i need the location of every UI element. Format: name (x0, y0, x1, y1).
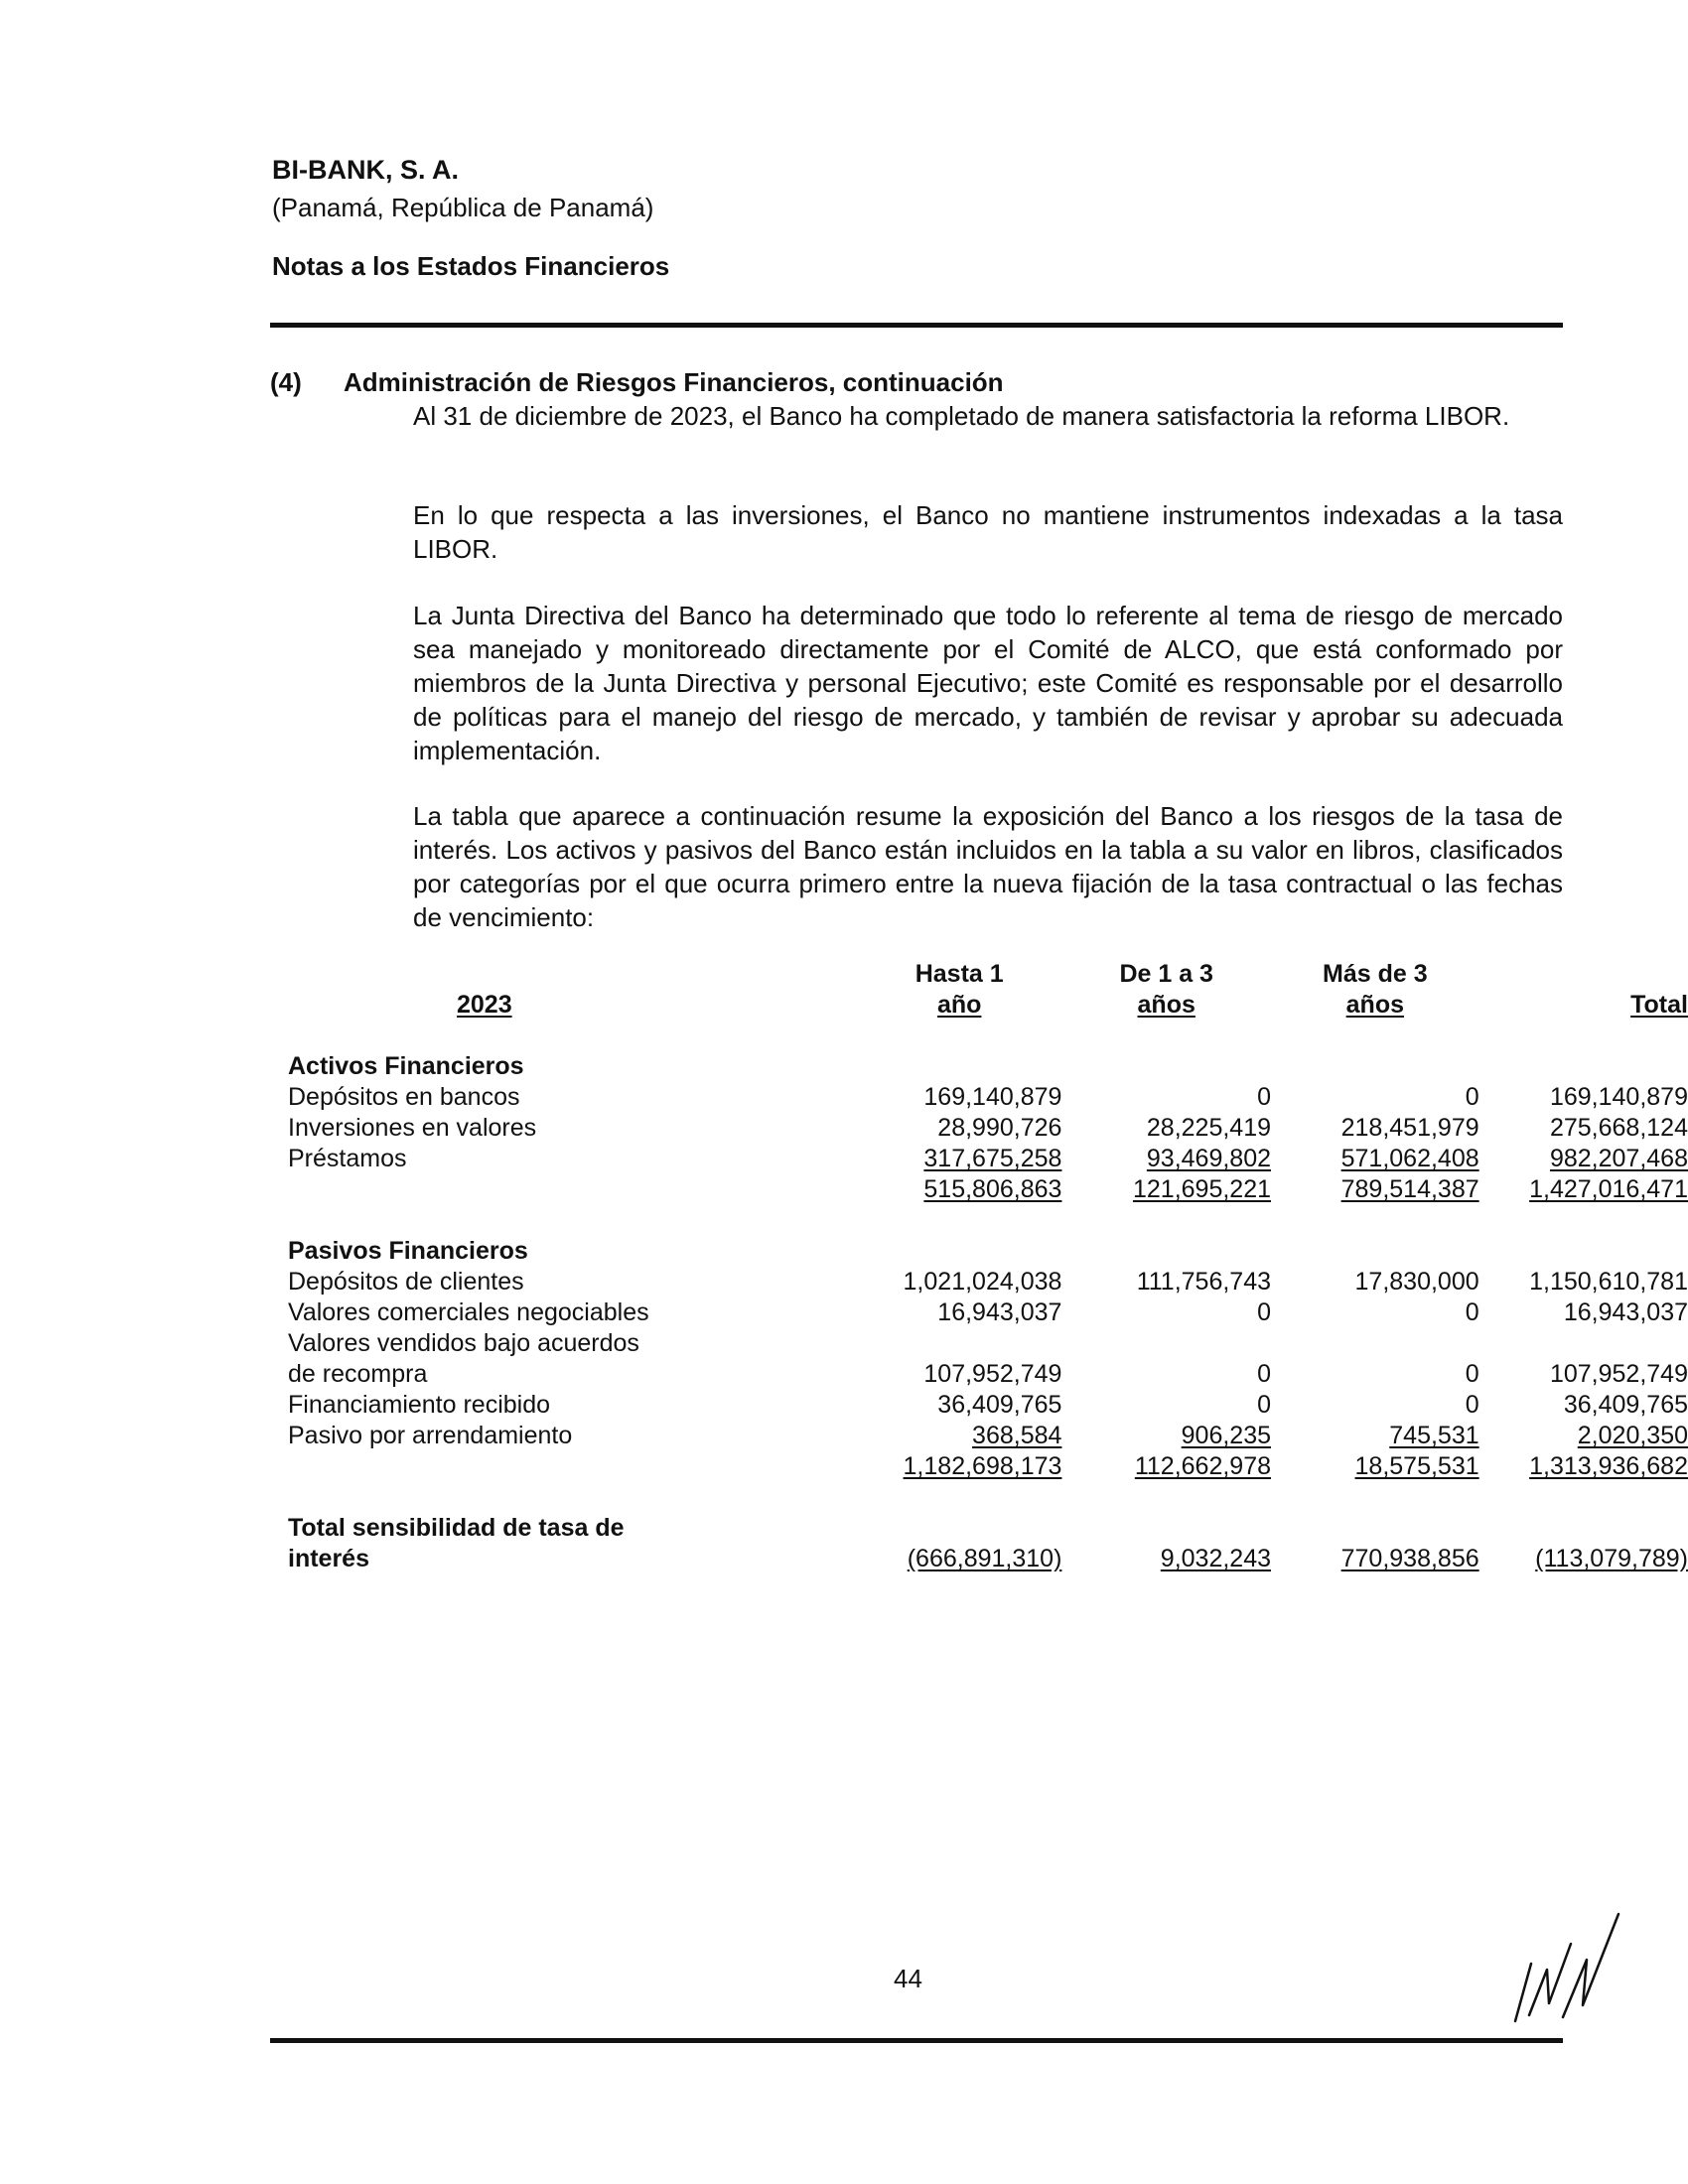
cell-value: 317,675,258 (923, 1145, 1062, 1172)
column-header-total: Total (1630, 991, 1688, 1019)
section-title: Administración de Riesgos Financieros, continuación (344, 367, 1004, 397)
liabilities-heading: Pasivos Financieros (288, 1237, 528, 1265)
cell-value: 2,020,350 (1577, 1422, 1688, 1449)
table-row (288, 1082, 1688, 1113)
sensitivity-label-continued: interés (288, 1545, 369, 1572)
cell-value: 770,938,856 (1340, 1545, 1479, 1572)
cell-value: 0 (1257, 1391, 1272, 1419)
cell-value: 0 (1257, 1083, 1272, 1111)
row-label: Financiamiento recibido (288, 1391, 551, 1419)
interest-rate-sensitivity-table (288, 959, 1688, 1574)
cell-value: 789,514,387 (1340, 1175, 1479, 1203)
table-row (288, 1390, 1688, 1421)
table-row (288, 1267, 1688, 1297)
column-header: años (1137, 991, 1196, 1019)
cell-value: 18,575,531 (1354, 1452, 1479, 1480)
cell-value: 0 (1465, 1360, 1479, 1388)
cell-value: 1,313,936,682 (1529, 1452, 1688, 1480)
cell-value: 1,427,016,471 (1529, 1175, 1688, 1203)
cell-value: (113,079,789) (1535, 1545, 1688, 1572)
table-header-row-2 (288, 990, 1688, 1021)
sensitivity-label-row (288, 1513, 1688, 1544)
section-number: (4) (270, 367, 302, 397)
row-label: Inversiones en valores (288, 1114, 537, 1142)
cell-value: 9,032,243 (1160, 1545, 1272, 1572)
table-row (288, 1113, 1688, 1144)
cell-value: 906,235 (1181, 1422, 1272, 1449)
footer-rule (270, 2038, 1563, 2043)
cell-value: 107,952,749 (1549, 1360, 1688, 1388)
cell-value: 111,756,743 (1136, 1268, 1272, 1296)
section-heading (270, 365, 1004, 399)
cell-value: 571,062,408 (1340, 1145, 1479, 1172)
cell-value: 982,207,468 (1549, 1145, 1688, 1172)
cell-value: 218,451,979 (1340, 1114, 1479, 1142)
table-header-row-1 (288, 959, 1688, 990)
table-row (288, 1144, 1688, 1174)
page-number: 44 (894, 1964, 922, 1993)
row-label: Préstamos (288, 1145, 407, 1172)
row-label: Depósitos en bancos (288, 1083, 520, 1111)
cell-value: (666,891,310) (907, 1545, 1062, 1572)
section-row (288, 1051, 1688, 1082)
cell-value: 28,990,726 (937, 1114, 1062, 1142)
cell-value: 107,952,749 (923, 1360, 1062, 1388)
subtotal-row (288, 1174, 1688, 1205)
paragraph-libor-reform: Al 31 de diciembre de 2023, el Banco ha completado de manera satisfactoria la reforma LIBOR. (413, 401, 1510, 431)
document-header (272, 151, 669, 284)
row-label: de recompra (288, 1360, 428, 1388)
column-header: Más de 3 (1323, 960, 1428, 988)
cell-value: 112,662,978 (1134, 1452, 1272, 1480)
cell-value: 1,021,024,038 (903, 1268, 1062, 1296)
row-label: Pasivo por arrendamiento (288, 1422, 573, 1449)
company-location: (Panamá, República de Panamá) (272, 193, 654, 222)
cell-value: 16,943,037 (1563, 1298, 1688, 1326)
column-header: Hasta 1 (914, 960, 1004, 988)
cell-value: 36,409,765 (1563, 1391, 1688, 1419)
cell-value: 169,140,879 (1549, 1083, 1688, 1111)
subtotal-row (288, 1451, 1688, 1482)
paragraph-table-intro: La tabla que aparece a continuación resume la exposición del Banco a los riesgos de la tasa de interés. Los activos y pasivos del Banco están incluidos en la tabla a su valor en libros, clasificados por categorías por el que ocurra primero entre la nueva fijación de la tasa contractual o las fechas de vencimiento: (413, 801, 1563, 932)
table-row (288, 1297, 1688, 1328)
cell-value: 0 (1465, 1083, 1479, 1111)
sensitivity-row (288, 1544, 1688, 1574)
cell-value: 275,668,124 (1549, 1114, 1688, 1142)
row-label: Valores comerciales negociables (288, 1298, 649, 1326)
cell-value: 121,695,221 (1132, 1175, 1272, 1203)
cell-value: 0 (1465, 1391, 1479, 1419)
cell-value: 16,943,037 (937, 1298, 1062, 1326)
cell-value: 515,806,863 (923, 1175, 1062, 1203)
cell-value: 28,225,419 (1146, 1114, 1272, 1142)
cell-value: 0 (1257, 1360, 1272, 1388)
cell-value: 0 (1465, 1298, 1479, 1326)
cell-value: 0 (1257, 1298, 1272, 1326)
company-name: BI-BANK, S. A. (272, 155, 459, 185)
column-header: De 1 a 3 (1119, 960, 1213, 988)
row-label: Valores vendidos bajo acuerdos (288, 1329, 639, 1357)
table-row-label-continued (288, 1328, 1688, 1359)
table-year: 2023 (457, 991, 512, 1019)
paragraph-board-alco: La Junta Directiva del Banco ha determinado que todo lo referente al tema de riesgo de mercado sea manejado y monitoreado directamente por el Comité de ALCO, que está conformado por miembros de la Junta Directiva y personal Ejecutivo; este Comité es responsable por el desarrollo de políticas para el manejo del riesgo de mercado, y también de revisar y aprobar su adecuada implementación. (413, 601, 1563, 765)
cell-value: 36,409,765 (937, 1391, 1062, 1419)
column-header: año (936, 991, 982, 1019)
cell-value: 368,584 (972, 1422, 1062, 1449)
cell-value: 1,182,698,173 (903, 1452, 1062, 1480)
section-row (288, 1236, 1688, 1267)
row-label: Depósitos de clientes (288, 1268, 524, 1296)
sensitivity-label: Total sensibilidad de tasa de (288, 1514, 625, 1542)
cell-value: 169,140,879 (923, 1083, 1062, 1111)
cell-value: 17,830,000 (1354, 1268, 1479, 1296)
signature (1509, 1904, 1638, 2033)
table-row (288, 1421, 1688, 1451)
cell-value: 93,469,802 (1146, 1145, 1272, 1172)
document-title: Notas a los Estados Financieros (272, 251, 670, 281)
header-rule (270, 323, 1563, 328)
assets-heading: Activos Financieros (288, 1052, 524, 1080)
table-row (288, 1359, 1688, 1390)
cell-value: 745,531 (1389, 1422, 1479, 1449)
column-header: años (1345, 991, 1404, 1019)
paragraph-investments: En lo que respecta a las inversiones, el Banco no mantiene instrumentos indexadas a la tasa LIBOR. (413, 500, 1563, 564)
cell-value: 1,150,610,781 (1529, 1268, 1688, 1296)
